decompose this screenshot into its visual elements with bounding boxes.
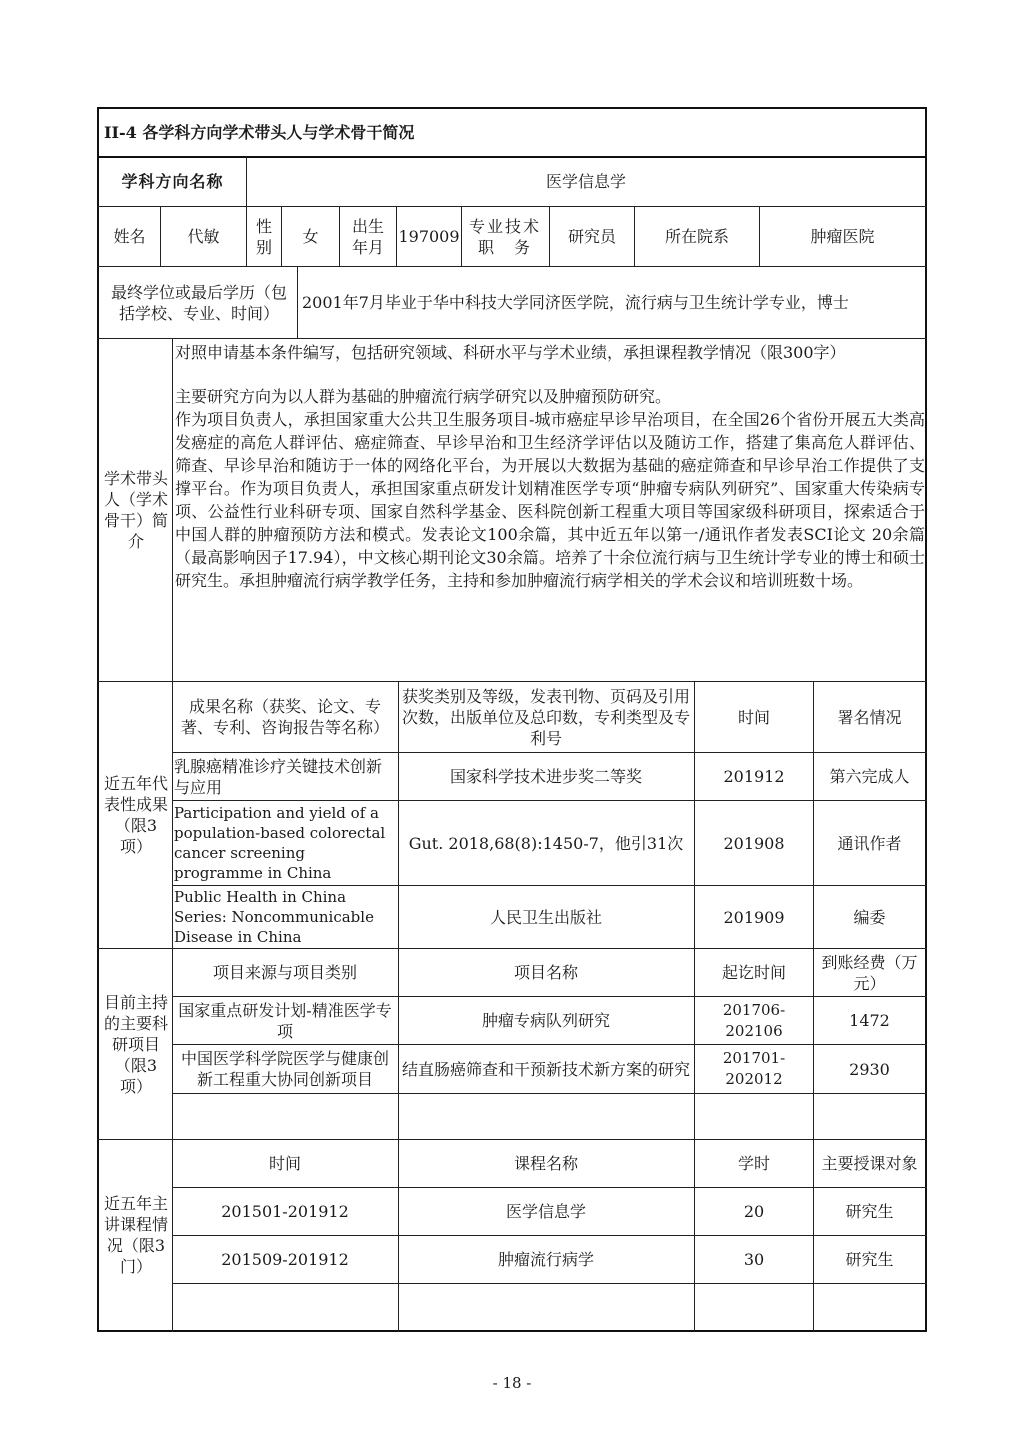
project-source: 国家重点研发计划-精准医学专项 [178, 1000, 392, 1041]
project-period: 201706-202106 [722, 1000, 786, 1040]
achievement-role: 编委 [853, 907, 886, 927]
bio-paragraph-2: 作为项目负责人，承担国家重大公共卫生服务项目-城市癌症早诊早治项目，在全国26个省份开展五大类高发癌症的高危人群评估、癌症筛查、早诊早治和卫生经济学评估以及随访工作，搭建了集高危人群评估、筛查、早诊早治和随访于一体的网络化平台，为开展以大数据为基础的癌症筛查和早诊早治工作提供了支撑平台。作为项目负责人，承担国家重点研发计划精准医学专项“肿瘤专病队列研究”、国家重大传染病专项、公益性行业科研专项、国家自然科学基金、医科院创新工程重大项目等国家级科研项目，探索适合于中国人群的肿瘤预防方法和模式。发表论文100余篇，其中近五年以第一/通讯作者发表SCI论文 20余篇（最高影响因子17.94），中文核心期刊论文30余篇。培养了十余位流行病与卫生统计学专业的博士和硕士研究生。承担肿瘤流行病学教学任务，主持和参加肿瘤流行病学相关的学术会议和培训班数十场。 [175, 410, 925, 590]
courses-header-audience: 主要授课对象 [821, 1154, 918, 1173]
course-hours: 30 [743, 1250, 765, 1269]
achievements-label: 近五年代表性成果（限3项） [104, 774, 169, 856]
achievement-name: Public Health in China Series: Noncommunicable Disease in China [174, 888, 374, 946]
birth-label: 出生年月 [351, 216, 384, 257]
discipline-value: 医学信息学 [545, 172, 626, 191]
projects-header-source: 项目来源与项目类别 [212, 963, 357, 982]
project-funding: 2930 [849, 1059, 890, 1079]
achievement-name: Participation and yield of a population-based colorectal cancer screening programme in China [174, 804, 386, 882]
course-time: 201509-201912 [221, 1250, 349, 1269]
projects-label: 目前主持的主要科研项目（限3项） [104, 992, 169, 1096]
course-audience: 研究生 [845, 1250, 894, 1269]
section-title: II-4 各学科方向学术带头人与学术骨干简况 [104, 122, 415, 142]
page-number: - 18 - [492, 1374, 532, 1392]
bio-label: 学术带头人（学术骨干）简介 [104, 469, 169, 551]
course-audience: 研究生 [845, 1202, 894, 1221]
rule [172, 338, 173, 1332]
title-value: 研究员 [567, 227, 616, 246]
projects-header-period: 起讫时间 [721, 963, 786, 982]
name-label: 姓名 [113, 227, 146, 246]
degree-value: 2001年7月毕业于华中科技大学同济医学院，流行病与卫生统计学专业，博士 [302, 293, 849, 312]
achievements-header-role: 署名情况 [837, 707, 902, 727]
rule [97, 338, 927, 339]
courses-header-time: 时间 [268, 1154, 301, 1173]
achievement-time: 201908 [723, 833, 785, 853]
gender-value: 女 [302, 227, 319, 246]
project-name: 肿瘤专病队列研究 [481, 1011, 610, 1030]
bio-instruction: 对照申请基本条件编写，包括研究领域、科研水平与学术业绩，承担课程教学情况（限300字） [175, 343, 846, 362]
project-source: 中国医学科学院医学与健康创新工程重大协同创新项目 [180, 1049, 389, 1089]
achievement-role: 第六完成人 [829, 767, 910, 786]
birth-value: 197009 [398, 227, 460, 246]
achievements-header-detail: 获奖类别及等级，发表刊物、页码及引用次数，出版单位及总印数，专利类型及专利号 [401, 686, 690, 748]
achievements-header-time: 时间 [737, 707, 770, 727]
achievement-detail: 国家科学技术进步奖二等奖 [449, 767, 642, 786]
achievement-detail: 人民卫生出版社 [489, 907, 602, 927]
course-time: 201501-201912 [221, 1202, 349, 1221]
achievement-name: 乳腺癌精准诊疗关键技术创新与应用 [174, 756, 383, 797]
name-value: 代敏 [187, 227, 220, 246]
title-label: 专业技术职 务 [469, 216, 542, 257]
achievement-time: 201909 [723, 907, 785, 927]
course-name: 肿瘤流行病学 [497, 1250, 594, 1269]
projects-header-name: 项目名称 [513, 963, 578, 982]
dept-value: 肿瘤医院 [810, 227, 875, 246]
degree-label: 最终学位或最后学历（包括学校、专业、时间） [110, 282, 287, 323]
course-hours: 20 [743, 1202, 765, 1221]
achievements-header-name: 成果名称（获奖、论文、专著、专利、咨询报告等名称） [180, 697, 389, 737]
project-period: 201701-202012 [722, 1049, 786, 1088]
course-name: 医学信息学 [505, 1202, 586, 1221]
discipline-label: 学科方向名称 [121, 172, 224, 191]
achievement-time: 201912 [723, 767, 785, 786]
project-funding: 1472 [849, 1011, 890, 1030]
dept-label: 所在院系 [664, 227, 729, 246]
projects-header-funding: 到账经费（万元） [821, 952, 918, 993]
rule [339, 206, 340, 266]
courses-header-name: 课程名称 [513, 1154, 578, 1173]
rule [398, 681, 399, 1332]
bio-paragraph-1: 主要研究方向为以人群为基础的肿瘤流行病学研究以及肿瘤预防研究。 [175, 387, 672, 406]
courses-header-hours: 学时 [737, 1154, 770, 1173]
project-name: 结直肠癌筛查和干预新技术新方案的研究 [401, 1059, 690, 1079]
achievement-detail: Gut. 2018,68(8):1450-7，他引31次 [408, 833, 684, 853]
rule [297, 266, 298, 338]
courses-label: 近五年主讲课程情况（限3门） [104, 1194, 169, 1276]
gender-label: 性别 [256, 216, 273, 257]
achievement-role: 通讯作者 [837, 833, 902, 853]
rule [461, 206, 462, 266]
